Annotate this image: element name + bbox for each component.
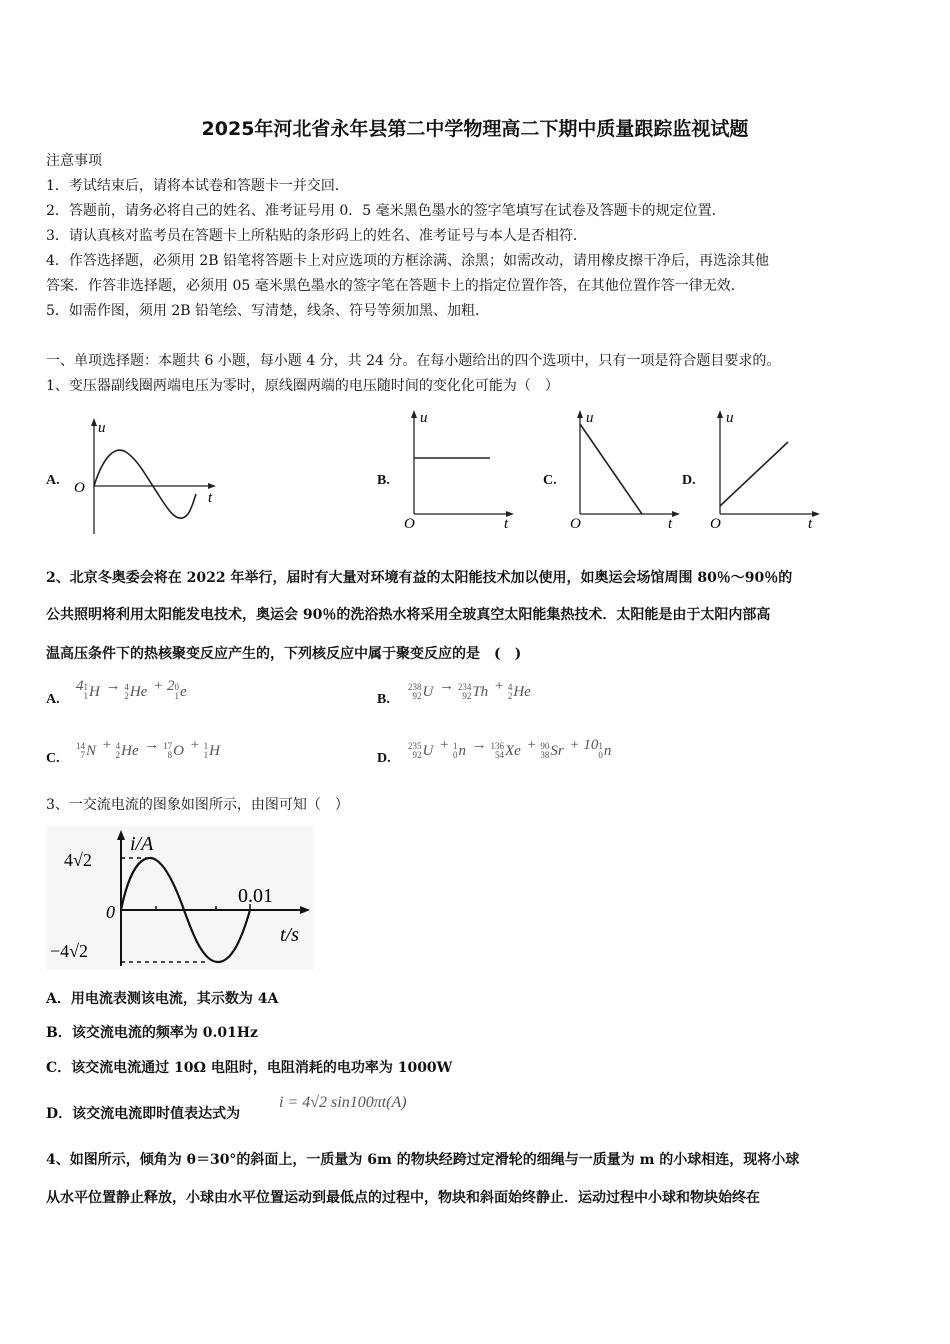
q2-option-d-equation: 235 92 U + 1 0 n → 136 54 Xe + 90 38 Sr + 10 1 0 n: [408, 737, 612, 760]
q1-option-d-label[interactable]: D.: [682, 473, 696, 488]
q3-option-c[interactable]: C．该交流电流通过 10Ω 电阻时，电阻消耗的电功率为 1000W: [46, 1060, 453, 1076]
q2-stem-line: 公共照明将利用太阳能发电技术，奥运会 90％的洗浴热水将采用全玻真空太阳能集热技术．太阳能是由于太阳内部高: [46, 607, 771, 623]
notes-item: 1．考试结束后，请将本试卷和答题卡一并交回．: [46, 178, 349, 194]
q4-stem-line: 从水平位置静止释放，小球由水平位置运动到最低点的过程中，物块和斜面始终静止．运动过程中小球和物块始终在: [46, 1190, 760, 1206]
axis-u-label: u: [420, 410, 428, 426]
notes-item: 3．请认真核对监考员在答题卡上所粘贴的条形码上的姓名、准考证号与本人是否相符．: [46, 228, 587, 244]
page-title: 2025年河北省永年县第二中学物理高二下期中质量跟踪监视试题: [201, 118, 749, 140]
q3-stem: 3、一交流电流的图象如图所示，由图可知（ ）: [46, 797, 349, 813]
axis-u-label: u: [586, 410, 594, 426]
q1-stem: 1、变压器副线圈两端电压为零时，原线圈两端的电压随时间的变化化可能为（ ）: [46, 378, 559, 394]
notes-item: 5．如需作图，须用 2B 铅笔绘、写清楚，线条、符号等须加黑、加粗．: [46, 303, 490, 319]
q1-option-c-label[interactable]: C.: [543, 473, 557, 488]
axis-t-label: t: [504, 516, 509, 532]
x-tick-label: 0.01: [238, 885, 273, 907]
origin-label: O: [404, 516, 415, 532]
q3-option-d-formula: i = 4√2 sin100πt(A): [279, 1094, 407, 1111]
q4-stem-line: 4、如图所示，倾角为 θ＝30°的斜面上，一质量为 6m 的物块经跨过定滑轮的细绳与一质量为 m 的小球相连，现将小球: [46, 1152, 800, 1168]
q3-current-graph: [46, 826, 314, 970]
origin-label: O: [710, 516, 721, 532]
q1-graph-a: [70, 414, 220, 536]
q3-option-d[interactable]: D．该交流电流即时值表达式为: [46, 1106, 241, 1122]
q3-option-a[interactable]: A．用电流表测该电流，其示数为 4A: [46, 991, 279, 1007]
q3-option-b[interactable]: B．该交流电流的频率为 0.01Hz: [46, 1025, 258, 1041]
notes-item: 答案．作答非选择题，必须用 05 毫米黑色墨水的签字笔在答题卡上的指定位置作答，在其他位置作答一律无效．: [46, 278, 745, 294]
y-max-label: 4√2: [64, 850, 92, 870]
axis-t-label: t: [208, 490, 213, 506]
q1-option-a-label[interactable]: A.: [46, 473, 60, 488]
origin-label: 0: [106, 902, 115, 922]
y-axis-label: i/A: [130, 833, 154, 855]
origin-label: O: [570, 516, 581, 532]
q1-graph-d: [708, 406, 828, 532]
q2-stem-line: 温高压条件下的热核聚变反应产生的，下列核反应中属于聚变反应的是 ( ): [46, 646, 522, 662]
x-axis-label: t/s: [280, 924, 299, 946]
section-heading: 一、单项选择题：本题共 6 小题，每小题 4 分，共 24 分。在每小题给出的四个选项中，只有一项是符合题目要求的。: [46, 353, 781, 369]
axis-t-label: t: [668, 516, 673, 532]
q2-option-a-label[interactable]: A.: [46, 692, 60, 707]
q1-option-b-label[interactable]: B.: [377, 473, 390, 488]
q2-option-a-equation: 4 1 1 H → 4 2 He + 2 0 1 e: [76, 678, 187, 701]
y-min-label: −4√2: [50, 941, 89, 961]
q2-option-d-label[interactable]: D.: [377, 751, 391, 766]
q2-stem-line: 2、北京冬奥委会将在 2022 年举行，届时有大量对环境有益的太阳能技术加以使用，如奥运会场馆周围 80％～90％的: [46, 570, 793, 586]
notes-item: 4．作答选择题，必须用 2B 铅笔将答题卡上对应选项的方框涂满、涂黑；如需改动，请用橡皮擦干净后，再选涂其他: [46, 253, 769, 269]
axis-u-label: u: [726, 410, 734, 426]
q2-option-c-equation: 14 7 N + 4 2 He → 17 8 O + 1 1 H: [76, 737, 220, 760]
q2-option-b-equation: 238 92 U → 234 92 Th + 4 2 He: [408, 678, 531, 701]
q2-option-c-label[interactable]: C.: [46, 751, 60, 766]
q1-graph-b: [400, 406, 520, 532]
axis-u-label: u: [98, 420, 106, 436]
notes-heading: 注意事项: [46, 153, 102, 169]
axis-t-label: t: [808, 516, 813, 532]
origin-label: O: [74, 480, 85, 496]
notes-item: 2．答题前，请务必将自己的姓名、准考证号用 0．5 毫米黑色墨水的签字笔填写在试卷及答题卡的规定位置．: [46, 203, 726, 219]
q1-graph-c: [568, 406, 688, 532]
q2-option-b-label[interactable]: B.: [377, 692, 390, 707]
